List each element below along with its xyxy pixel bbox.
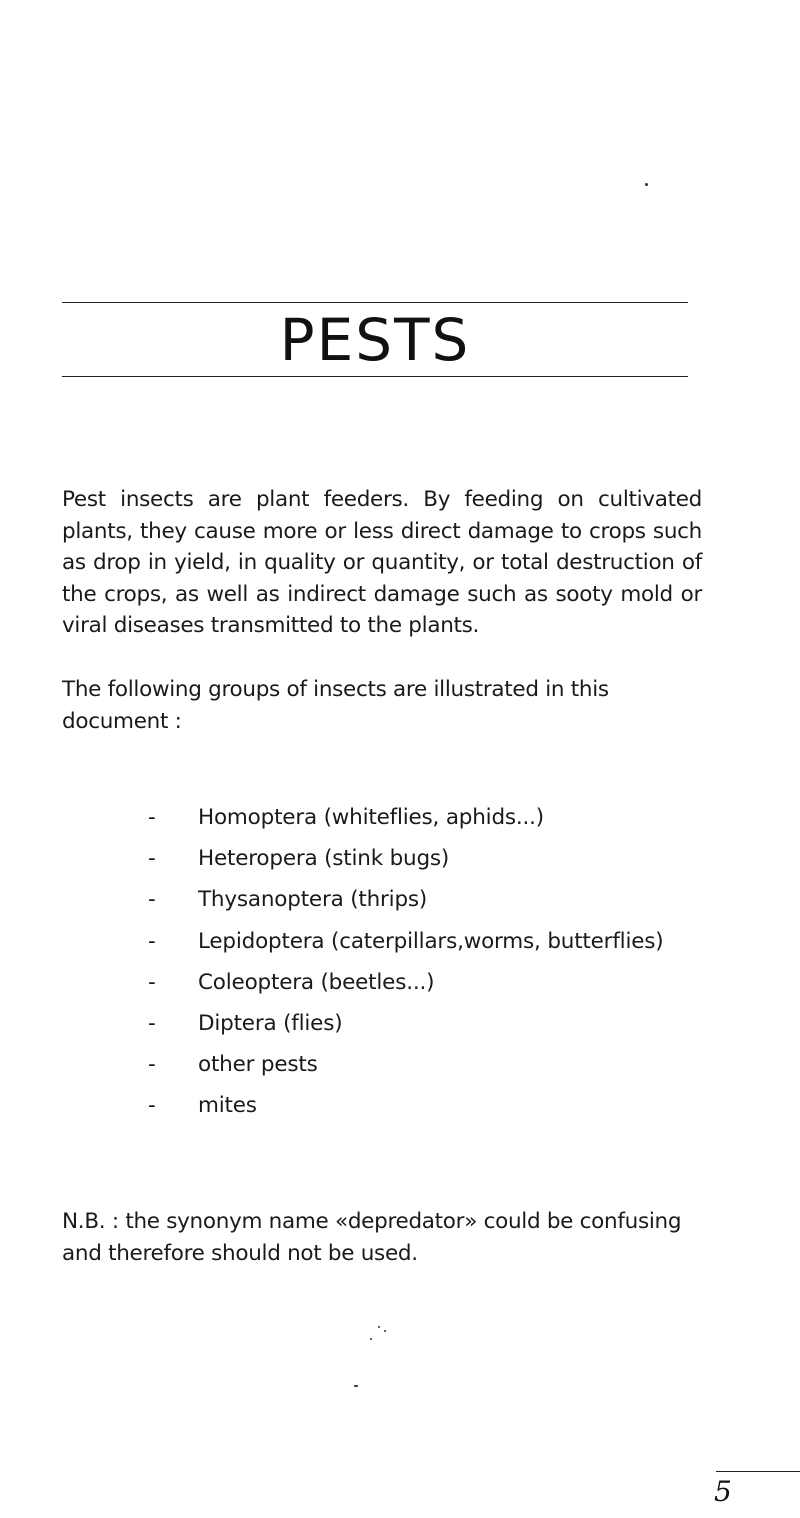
list-item [148,1088,663,1129]
page-number-rule [716,1471,800,1472]
intro-paragraph: Pest insects are plant feeders. By feeding on cultivated plants, they cause more or less direct damage to crops such as drop in yield, in quality or quantity, or total destruction of the crops, as well as indirect damage such as sooty mold or viral diseases transmitted to the plants. [62,487,702,638]
group-label: Lepidoptera (caterpillars,worms, butterflies) [198,928,664,954]
list-marker: - [148,969,156,995]
scan-speck [645,183,648,186]
list-marker: - [148,805,156,830]
list-item [148,882,663,923]
group-label: Diptera (flies) [198,1010,343,1036]
scan-speck [378,1326,380,1328]
list-item [148,800,663,841]
list-marker: - [148,1052,156,1078]
list-item [148,1047,663,1088]
title-bottom-rule [62,376,688,377]
group-label: other pests [198,1052,318,1078]
insect-groups-list [148,800,663,1130]
group-label: Heteropera (stink bugs) [198,846,450,872]
list-item [148,965,663,1006]
page-title: PESTS [279,306,471,374]
page-number: 5 [714,1475,732,1508]
title-top-rule [62,302,688,303]
list-marker: - [148,1093,156,1119]
scan-speck [354,1385,358,1387]
group-label: Coleoptera (beetles...) [198,969,435,995]
group-label: mites [198,1093,257,1119]
note-paragraph: N.B. : the synonym name «depredator» could be confusing and therefore should not be used. [62,1209,682,1266]
group-label: Thysanoptera (thrips) [198,887,428,913]
list-item [148,924,663,965]
scan-speck [370,1338,372,1340]
list-item [148,841,663,882]
list-marker: - [148,887,156,913]
list-item [148,1006,663,1047]
groups-intro: The following groups of insects are illustrated in this document : [62,677,609,734]
list-marker: - [148,1010,156,1036]
list-marker: - [148,846,156,872]
group-label: Homoptera (whiteflies, aphids...) [198,805,544,830]
list-marker: - [148,928,156,954]
scan-speck [384,1330,386,1332]
